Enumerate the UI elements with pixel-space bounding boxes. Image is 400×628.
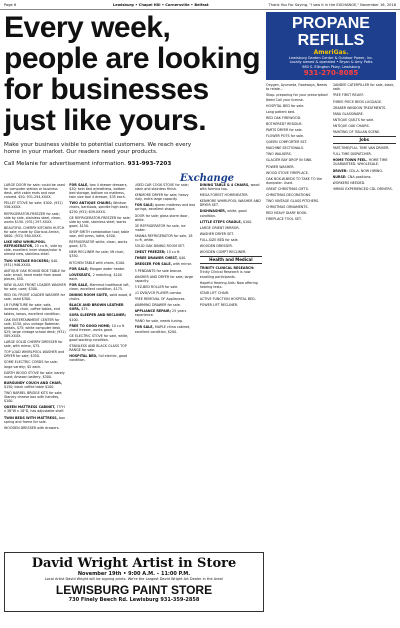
- promo-headline: Every week, people are looking for businesses just like yours.: [4, 11, 261, 137]
- classified-item: ANTIQUE OAK CHAIRS.: [332, 123, 370, 128]
- classified-item: FLOWER POTS for sale.: [266, 134, 304, 139]
- classified-column-1: [4, 183, 66, 548]
- classified-item: REFRIGERATOR-FREEZER for sale; side by side, stainless steel, clean, works $150. (931) 297-XXXX.: [4, 211, 62, 224]
- classified-item: STAINLESS AND BLACK GLASS TOP RANGE for sale.: [69, 344, 127, 353]
- classified-item: Oxygen, Ayurveda, Foodways, Needs to relate…: [266, 83, 328, 92]
- classified-item: LARGE ORIENT MIRROR.: [199, 225, 240, 230]
- classified-item: KITCHEN TABLE with chairs, $100.: [69, 260, 126, 265]
- classified-item: ANTIQUE OAK ROUND SIDE TABLE for sale; small, hand made from wood pieces, $50.: [4, 268, 66, 281]
- classified-item: HIRING EXPERIENCED CDL DRIVERS.: [332, 186, 393, 191]
- classified-item: PELLET STOVE for sale; $300. (931) 556-XXXX.: [4, 201, 63, 210]
- classified-item: LIKE NEW WHIRLPOOL REFRIGERATOR, 25 cu ft., side by side, excellent inner shape/color is almost new, stainless steel.: [4, 240, 63, 257]
- classified-item: EARTH WOOD STOVE for sale; barely used; Amazon battery, $300.: [4, 370, 65, 379]
- classified-item: SOFA SLEEPER AND RECLINER; $100.: [69, 313, 126, 322]
- classified-item: HOSPITAL BED, full electric, good condition.: [69, 354, 128, 363]
- classified-item: TWO VINTAGE GLASS PITCHERS.: [266, 199, 320, 204]
- classified-item: TOP LOAD WHIRLPOOL WASHER and DRYER for sale; $350.: [4, 350, 65, 359]
- ad-store-name: LEWISBURG PAINT STORE: [55, 583, 213, 597]
- classified-item: PIANO for sale, needs tuning.: [134, 319, 183, 324]
- classified-item: FREE REMOVAL OF Appliances.: [134, 296, 186, 301]
- classified-item: DINING TABLE & 4 CHAIRS, wood with formica top.: [199, 183, 260, 192]
- classified-item: TWIN BEDS WITH MATTRESS, box spring and frame for sale.: [4, 415, 65, 424]
- classified-item: BOTHERED? RESIDUE.: [266, 121, 303, 126]
- classified-item: DOOR for sale; glass storm door, white.: [134, 213, 189, 222]
- classified-item: USED CAR COOK STOVE for sale; black and stainless finish.: [134, 183, 189, 192]
- classified-item: NEW RECLINER for sale; lift chair, $350.: [69, 250, 125, 259]
- classified-item: RED OIL FRONT LOADER WASHER for sale, used $300.: [4, 293, 66, 302]
- classified-item: GE ELECTRIC STOVE for sale, white, good working condition.: [69, 333, 129, 342]
- classified-item: AMANA REFRIGERATOR for sale, 18 cu ft, white.: [134, 233, 193, 243]
- classified-item: SHOP SMITH combination tool; table saw, drill press, lathe, $500.: [69, 229, 130, 239]
- right-column-1: [266, 83, 330, 628]
- classified-item: WOOD STOVE FIREPLACE.: [266, 170, 309, 175]
- promo-body: Make your business visible to potential customers. We reach every home in your market. Our readers need your products.: [4, 142, 192, 155]
- classified-item: DISHWASHER, white, good condition.: [199, 209, 247, 218]
- classified-item: POWER WASHER.: [266, 164, 295, 169]
- classified-item: GLACIER BAY DROP IN SINK.: [266, 158, 313, 163]
- classified-item: FOR SALE, two 4 drawer dressers, $30; twin bed w/mattress, bottom bed storage, bottom no mattress, twin size tool 4 dresser, $35 each.: [69, 183, 128, 200]
- classified-item: BLACK AND BROWN LEATHER SOFA, $75.: [69, 303, 124, 312]
- propane-title: PROPANE REFILLS: [292, 15, 370, 49]
- classified-item: LITTLE STEPS CRADLE, $100.: [199, 219, 253, 224]
- classified-item: 3 PENDANTS for sale bronze.: [134, 268, 183, 273]
- classified-item: ANTIQUE QUILTS for sale.: [332, 117, 375, 122]
- ad-title: David Wright Artist in Store: [31, 556, 237, 571]
- right-classifieds: [266, 83, 396, 628]
- propane-tagline: Locally owned & operated • Bryan & Amy Potts: [289, 60, 373, 65]
- classified-item: 3 EZ-BED ROLLER for sale.: [134, 284, 179, 289]
- classified-item: MEGA FOREST HOMEHEATER.: [199, 193, 249, 198]
- classified-item: Shop. preparing for your prescription! Need Call your license.: [266, 93, 329, 102]
- propane-store: Lewisburg Garden Center & Outdoor Power, Inc.: [288, 56, 374, 60]
- classified-item: SOME ELECTRIC CORDS for sale; large variety; $5 each.: [4, 360, 58, 369]
- classified-item: PARTS DRYER for sale.: [266, 127, 303, 132]
- classified-item: FREE FIRST RELIEF.: [332, 93, 364, 98]
- classified-item: HOME TOWN FEEL. HOME TIME GUARANTEED. WHOLESALE.: [332, 158, 388, 167]
- classified-item: GRABER WINDOW TREATMENTS.: [332, 105, 387, 110]
- classified-item: PAINTING OF ITALIAN SCENE.: [332, 129, 381, 134]
- classified-item: CHEST FREEZER; 15 cu ft.: [134, 250, 181, 255]
- classified-item: GE REFRIGERATOR-FREEZER for sale; side by side, stainless steel, works good, $150.: [69, 215, 131, 228]
- classified-item: TWO BARREL BRIDGE KITS for sale; Stanley cheese box with handles, $100.: [4, 391, 63, 404]
- classified-item: LOVESEATS, 2 matching, $100 each.: [69, 272, 122, 281]
- promo-phone: 931-993-7203: [127, 161, 172, 167]
- classified-item: WORKERS NEEDED.: [332, 180, 366, 185]
- classified-item: FOR SALE, Mammut traditional loft, clean, excellent condition, $175.: [69, 282, 130, 291]
- classified-item: WOODEN COMPT RECLINER.: [199, 250, 247, 255]
- classified-item: LARGE DOOR for sale; could be used for computer station or business desk, with cabin ends and rose colored. $50. 931-294-XXXX.: [4, 183, 65, 200]
- classified-item: BEAUTIFUL CHERRY KITCHEN HUTCH for sale; made by Glorious Amish, $600. (931) 580-XXXX.: [4, 225, 65, 239]
- ad-address: 730 Finely Beech Rd. Lewisburg 931-359-2858: [68, 597, 200, 603]
- classified-item: FULL TIME DISPATCHER.: [332, 152, 372, 157]
- classified-item: REFRIGERATOR white, clean, works good, $75.: [69, 240, 128, 249]
- classified-item: WASHER DRYER SET.: [199, 231, 234, 236]
- classified-item: FOR SALE; queen mattress and box springs, excellent shape.: [134, 203, 196, 212]
- classified-item: PART-TIME/FULL TIME VAN DRIVER.: [332, 146, 390, 151]
- classified-item: LR FURNITURE for sale; sofa, loveseat, chair, coffee tables, end tables, lamps, excellent condition.: [4, 303, 61, 316]
- classified-item: NEW GLASS FRONT LOADER WASHER for sale; used; $300.: [4, 282, 66, 292]
- classified-item: FOR SALE; Morgan water heater.: [69, 266, 126, 271]
- classified-item: KENMORE DRYER for sale; heavy duty, extra large capacity.: [134, 193, 189, 202]
- classified-item: DRIVER: CDL-A. NOW HIRING.: [332, 168, 383, 173]
- page-number: Page 6: [4, 2, 17, 7]
- classified-item: QUEEN COMFORTER SET.: [266, 140, 308, 145]
- classified-column-3: [135, 183, 197, 548]
- classified-item: BURGUNDY COUCH AND CHAIR, $150; black coffee table $100.: [4, 380, 63, 389]
- classified-item: TRINITY CLINICAL RESEARCH: Trinity Clinical Research is now enrolling participants.: [199, 266, 255, 279]
- classified-item: TABA GLASSWARE.: [332, 111, 364, 116]
- classified-item: HOSPITAL BED for sale.: [266, 103, 305, 108]
- classified-item: OAK BOX-W-BEDS TO TAKE TO the dumpster. Used.: [266, 176, 322, 185]
- right-column: [266, 12, 396, 628]
- classified-item: Long patient bed.: [266, 109, 296, 114]
- propane-phone: 931-270-8085: [303, 69, 359, 78]
- classified-item: WOODEN DRESSER.: [199, 244, 233, 249]
- classified-item: TWO ANTIQUE CHAIRS; Windsor chairs, barstools, spindle high back; $250 (931) 639-XXXX.: [69, 201, 129, 214]
- classified-item: Hopeful Hearing Aids: Now offering hearing tests.: [199, 280, 258, 289]
- classified-item: OAK ENTERTAINMENT CENTER for sale, $150, plus vintage Bateman pedals, $75; white computer desk, $25; large vintage school desk; (931) 589-XXXX.: [4, 317, 66, 338]
- classified-item: CHRISTMAS ORNAMENTS.: [266, 205, 309, 210]
- classified-item: RED OAK FIREWOOD.: [266, 115, 302, 120]
- classified-column-4: [200, 183, 262, 548]
- promo-block: [4, 12, 262, 168]
- classified-item: FIREPLACE TOOL SET.: [266, 217, 302, 222]
- propane-address: 980 S. Ellington Pkwy, Lewisburg: [302, 64, 360, 69]
- exchange-masthead: Exchange: [180, 173, 235, 184]
- classified-item: NURSE: CNA positions.: [332, 174, 372, 179]
- classified-item: THREE PIECE BEDS LUGGAGE.: [332, 99, 383, 104]
- classified-item: MACHINE SECTIONALS.: [266, 146, 305, 151]
- classified-item: TWO WALKERS.: [266, 152, 292, 157]
- promo-call: [4, 161, 262, 168]
- paper-locations: Lewisburg • Chapel Hill • Cornersville • Belfast: [112, 2, 209, 7]
- paint-store-ad: [4, 552, 264, 612]
- propane-ad: [266, 12, 396, 80]
- classified-item: QUEEN MATTRESS CABINET, 73"H x 38"W x 18"D, has adjustable shelf.: [4, 405, 65, 414]
- section-heading: Health and Medical: [200, 256, 262, 264]
- classified-item: GANDEE CATERPILLER for sale, black, bath.: [332, 83, 395, 92]
- classified-item: GE REFRIGERATOR for sale, ice maker.: [134, 223, 186, 232]
- classified-item: THREE DRAWER CHEST, $40.: [134, 256, 187, 261]
- promo-call-text: Call Melanie for advertisement information.: [4, 161, 126, 167]
- classified-item: TWO VINTAGE ROCKERS; $40. (931) 946-XXXX.: [4, 258, 59, 267]
- page-header: [0, 0, 400, 10]
- classified-item: RED HEAVY DIARY BOOK.: [266, 211, 308, 216]
- classified-item: FREE TO GOOD HOME; 10 cu ft chest freezer, works good.: [69, 323, 125, 332]
- classifieds-columns: [4, 183, 262, 548]
- classified-item: APPLIANCE REPAIR; 25 years experience.: [134, 309, 187, 318]
- classified-item: LG DVD/VCR PLAYER combo.: [134, 290, 182, 295]
- classified-item: GREAT CHRISTMAS GIFTS.: [266, 186, 309, 191]
- classified-item: DINING ROOM SUITE, solid wood, 6 chairs.: [69, 293, 132, 302]
- classified-item: FULL-SIZE BED for sale.: [199, 237, 239, 242]
- classified-item: CHRISTMAS DECORATIONS.: [266, 193, 312, 197]
- classified-item: POWER LIFT RECLINER.: [199, 302, 238, 307]
- classified-item: STAIR LIFT CHAIR.: [199, 290, 230, 295]
- section-heading: Jobs: [333, 136, 397, 144]
- classified-item: SOLID OAK DINING ROOM SET.: [134, 244, 185, 249]
- amerigas-logo: AmeriGas.: [313, 49, 349, 56]
- right-column-2: [333, 83, 397, 628]
- classified-item: KENMORE WHIRLPOOL WASHER AND DRYER SET.: [199, 199, 261, 208]
- classified-item: ACTIVE FUNCTION HOSPITAL BED.: [199, 296, 256, 301]
- classified-item: DRESSER FOR SALE, with mirror.: [134, 262, 192, 267]
- classified-item: FOR SALE, MAPLE china cabinet, excellent condition, $200.: [134, 325, 191, 334]
- classified-item: LARGE SOLID CHERRY DRESSER for sale, with mirror, $75.: [4, 340, 63, 349]
- issue-date: Thank You For Saying, "I saw it in the EXCHANGE," November 16, 2016: [268, 2, 396, 7]
- ad-description: Local Artist David Wright will be signing prints. We're the Largest David Wright Art Dealer in the Area!: [44, 577, 224, 581]
- classified-item: WOODEN DRESSER with drawers.: [4, 425, 60, 430]
- classified-column-2: [69, 183, 131, 548]
- classified-item: WASHER AND DRYER for sale; large capacity.: [134, 274, 193, 283]
- classified-item: WARMING DRAWER for sale.: [134, 303, 181, 308]
- ad-date: November 19th • 9:00 A.M. – 11:00 P.M.: [77, 571, 191, 577]
